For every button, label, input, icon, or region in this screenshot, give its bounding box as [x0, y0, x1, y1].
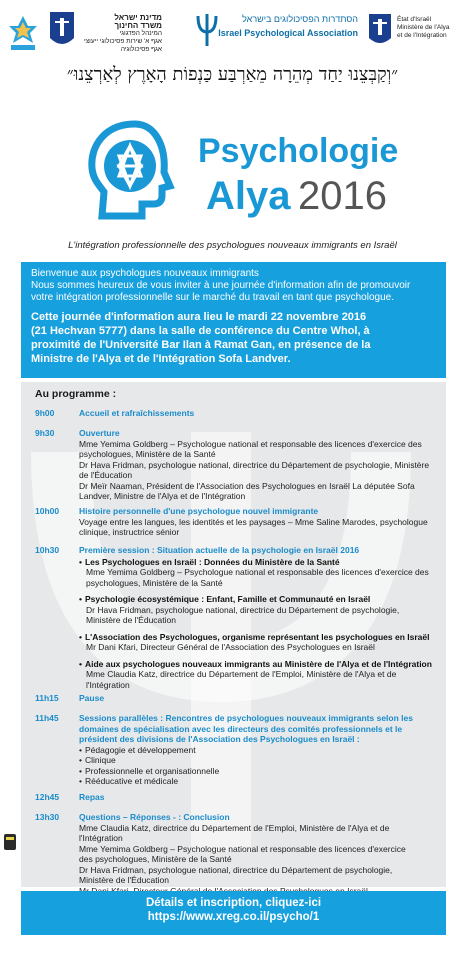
specialty-bullet: • Rééducative et médicale: [79, 776, 435, 787]
head-with-star-of-david-icon: [80, 116, 190, 226]
program-line: Mme Claudia Katz, directrice du Département de l'Emploi, Ministère de l'Alya et de l'Intégration: [79, 822, 390, 843]
program-line: Mme Yemima Goldberg – Psychologue national et responsable des licences d'exercice des: [79, 438, 422, 449]
association-hebrew-name: הסתדרות הפסיכולוגים בישראל: [242, 14, 358, 24]
absorption-ministry-emblem-icon: [8, 14, 38, 52]
state-emblem-icon: [48, 10, 76, 50]
program-line: Ministère de l'Éducation: [79, 875, 169, 885]
specialty-bullet: • Clinique: [79, 755, 435, 766]
hero-title: [80, 116, 400, 236]
program-time: 13h30: [35, 812, 60, 822]
program-line: Dr Hava Fridman, psychologue national, directrice du Département de psychologie, Ministère: [79, 459, 430, 470]
title-year: 2016: [298, 174, 387, 218]
aliyah-ministry-logo: [367, 10, 457, 58]
program-heading: Questions – Réponses - : Conclusion: [79, 812, 230, 822]
welcome-paragraph: Bienvenue aux psychologues nouveaux immigrants Nous sommes heureux de vous inviter à une journée d'information afin de promouvoir votre intégration professionnelle sur le marché du travail en tant que psychologue.: [31, 268, 411, 303]
program-time: 11h15: [35, 693, 59, 703]
program-time: 9h30: [35, 428, 55, 438]
program-time: 10h00: [35, 506, 60, 516]
program-line: clinique, instructrice sénior: [79, 527, 180, 537]
program-line: Voyage entre les langues, les identités et les paysages – Mme Saline Marodes, psychologue: [79, 516, 428, 527]
program-heading: Première session : Situation actuelle de la psychologie en Israël 2016: [79, 545, 360, 555]
program-line: Dr Meïr Naaman, Président de l'Association des Psychologues en Israël La députée Sofa: [79, 480, 415, 491]
aliyah-ministry-text: État d'Israël Ministère de l'Alya et de l'Intégration: [397, 16, 450, 39]
program-line: de l'Éducation: [79, 470, 133, 480]
program-heading: président des divisions de l'Association des Psychologues en Israël :: [79, 734, 360, 744]
psi-symbol-icon: [194, 12, 220, 48]
program-time: 10h30: [35, 545, 60, 555]
association-english-name: Israel Psychological Association: [218, 28, 358, 38]
side-badge-icon: [3, 833, 17, 851]
header-logos: [8, 10, 457, 58]
program-line: Dr Hava Fridman, psychologue national, directrice du Département de psychologie,: [79, 864, 393, 875]
program-section: [21, 382, 446, 887]
program-heading: domaines de spécialisation avec les directeurs des comités professionnels et le: [79, 723, 403, 734]
session-talk: • L'Association des Psychologues, organisme représentant les psychologues en Israël Mr Dani Kfari, Directeur Général de l'Association des Psychologues en Israël: [79, 632, 435, 653]
event-details-paragraph: Cette journée d'information aura lieu le mardi 22 novembre 2016 (21 Hechvan 5777) dans la salle de conférence du Centre Whol, à proximité de l'Université Bar Ilan à Ramat Gan, en présence de la Ministre de l'Alya et de l'Intégration Sofa Landver.: [31, 311, 371, 365]
subtitle: L'intégration professionnelle des psychologues nouveaux immigrants en Israël: [68, 240, 397, 251]
program-heading: Accueil et rafraîchissements: [79, 408, 195, 418]
intro-box: [21, 262, 446, 378]
program-heading: Sessions parallèles : Rencontres de psychologues nouveaux immigrants selon les: [79, 713, 413, 723]
registration-link[interactable]: https://www.xreg.co.il/psycho/1: [147, 911, 320, 923]
program-line: des psychologues, Ministère de la Santé: [79, 854, 232, 864]
program-heading: Repas: [79, 792, 105, 802]
program-line: Landver, Ministre de l'Alya et de l'Intégration: [79, 491, 246, 501]
state-emblem-icon: [367, 12, 393, 48]
program-line: Mme Yemima Goldberg – Psychologue national et responsable des licences d'exercice: [79, 843, 406, 854]
program-heading: Histoire personnelle d'une psychologue nouvel immigrante: [79, 506, 319, 516]
ministries-logo-group: [8, 10, 162, 58]
specialty-bullet: • Pédagogie et développement: [79, 745, 435, 756]
israel-psychological-association-logo: [194, 12, 358, 52]
program-line: psychologues, Ministère de la Santé: [79, 449, 216, 459]
title-alya: Alya: [206, 174, 291, 218]
program-time: 9h00: [35, 408, 55, 418]
program-title: Au programme :: [35, 388, 117, 400]
program-time: 11h45: [35, 713, 59, 723]
program-heading: Ouverture: [79, 428, 120, 438]
registration-label[interactable]: Détails et inscription, cliquez-ici: [145, 897, 322, 909]
hebrew-verse: ״וְקַבְּצֵנוּ יַחַד מְהֵרָה מֵאַרְבַּע כַּנְפוֹת הָאָרֶץ לְאַרְצֵנוּ״: [66, 64, 399, 85]
education-ministry-text: מדינת ישראל משרד החינוך המינהל הפדגוגי אגף א' שירות פסיכולוגי ייעוצי אגף פסיכולוגיה: [83, 13, 162, 53]
specialty-bullet: • Professionnelle et organisationnelle: [79, 766, 435, 777]
session-talk: • Les Psychologues en Israël : Données du Ministère de la Santé Mme Yemima Goldberg – Psychologue national et responsable des licences d'exercice des psychologues, Ministère de la Santé: [79, 557, 435, 589]
title-psychologie: Psychologie: [198, 132, 399, 170]
registration-footer[interactable]: [21, 891, 446, 935]
program-heading: Pause: [79, 693, 105, 703]
program-time: 12h45: [35, 792, 60, 802]
session-talk: • Psychologie écosystémique : Enfant, Famille et Communauté en Israël Dr Hava Fridman, psychologue national, directrice du Département de psychologie, Ministère de l'Éducation: [79, 594, 435, 626]
session-talk: • Aide aux psychologues nouveaux immigrants au Ministère de l'Alya et de l'Intégration Mme Claudia Katz, directrice du Département de l'Emploi, Ministère de l'Alya et de l'Intégration: [79, 659, 435, 691]
